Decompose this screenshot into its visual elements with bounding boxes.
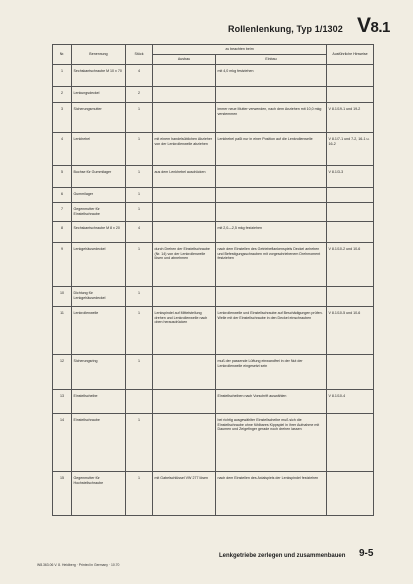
row-details: V 8.1/10-2 und 10-6 bbox=[327, 243, 374, 287]
row-qty: 1 bbox=[126, 203, 153, 222]
row-install: nach dem Einstellen des Axialspiels der Lenkspindel festziehen bbox=[216, 472, 327, 516]
row-install: Lenkrollenwelle und Einstellschraube auf Beschädigungen prüfen. Welle mit der Einstellschraube in den Deckel einschrauben bbox=[216, 307, 327, 355]
row-remove: aus dem Lenkhebel ausdrücken bbox=[153, 166, 216, 188]
table-row bbox=[53, 133, 374, 166]
row-name: Buchse für Gummilager bbox=[72, 166, 126, 188]
row-qty: 1 bbox=[126, 472, 153, 516]
row-name: Gegenmutter für Einstellschraube bbox=[72, 203, 126, 222]
row-qty: 1 bbox=[126, 414, 153, 472]
row-details: V 8.1/19-1 und 19-2 bbox=[327, 103, 374, 133]
row-details bbox=[327, 222, 374, 243]
row-nr: 9 bbox=[53, 243, 72, 287]
row-install bbox=[216, 287, 327, 307]
row-install: muß der passende Lüftung einwandfrei in der Nut der Lenkrollenwelle eingesetzt sein bbox=[216, 355, 327, 390]
row-install: bei richtig ausgewählter Einstellscheibe muß sich die Einstellschraube ohne fühlbares Kippspiel in ihrer Aufnahme mit Daumen und Zeigefinger gerade noch drehen lassen bbox=[216, 414, 327, 472]
row-install: mit 2,0—2,5 mkg festziehen bbox=[216, 222, 327, 243]
table-row bbox=[53, 166, 374, 188]
row-install: nach dem Einstellen des Getriebeflankenspiels Deckel anheben und Befestigungsschrauben mit vorgeschriebenem Drehmoment festziehen bbox=[216, 243, 327, 287]
row-name: Sechskantschraube M 8 x 20 bbox=[72, 222, 126, 243]
row-nr: 8 bbox=[53, 222, 72, 243]
row-details: V 8.1/10-5 und 10-6 bbox=[327, 307, 374, 355]
row-details: V 8.1/10-4 bbox=[327, 390, 374, 414]
row-nr: 4 bbox=[53, 133, 72, 166]
row-install bbox=[216, 188, 327, 203]
row-qty: 1 bbox=[126, 166, 153, 188]
table-row bbox=[53, 103, 374, 133]
row-name: Sicherungsmutter bbox=[72, 103, 126, 133]
row-details bbox=[327, 355, 374, 390]
table-row bbox=[53, 355, 374, 390]
row-name: Dichtung für Lenkgehäusedeckel bbox=[72, 287, 126, 307]
row-nr: 10 bbox=[53, 287, 72, 307]
col-qty: Stück bbox=[126, 45, 153, 65]
row-qty bbox=[126, 390, 153, 414]
row-details bbox=[327, 65, 374, 87]
table-row bbox=[53, 243, 374, 287]
row-remove bbox=[153, 222, 216, 243]
row-qty: 4 bbox=[126, 222, 153, 243]
footer-heading: Lenkgetriebe zerlegen und zusammenbauen bbox=[219, 553, 346, 559]
row-remove bbox=[153, 188, 216, 203]
row-details: V 8.1/3-3 bbox=[327, 166, 374, 188]
row-name: Lenkgehäusedeckel bbox=[72, 243, 126, 287]
row-details bbox=[327, 203, 374, 222]
row-remove: mit einem handelsüblichen Abzieher von der Lenkrollenwelle abziehen bbox=[153, 133, 216, 166]
row-install bbox=[216, 166, 327, 188]
row-nr: 11 bbox=[53, 307, 72, 355]
section-badge bbox=[357, 14, 390, 38]
row-nr: 15 bbox=[53, 472, 72, 516]
row-name: Gummilager bbox=[72, 188, 126, 203]
row-nr: 14 bbox=[53, 414, 72, 472]
row-install: Lenkhebel paßt nur in einer Position auf die Lenkrollenwelle bbox=[216, 133, 327, 166]
table-row bbox=[53, 87, 374, 103]
row-install: immer neue Mutter verwenden, nach dem Anziehen mit 10,0 mkg verstemmen bbox=[216, 103, 327, 133]
table-row bbox=[53, 307, 374, 355]
row-qty: 1 bbox=[126, 133, 153, 166]
row-nr: 3 bbox=[53, 103, 72, 133]
row-qty: 1 bbox=[126, 355, 153, 390]
row-details bbox=[327, 87, 374, 103]
row-qty: 1 bbox=[126, 307, 153, 355]
row-install bbox=[216, 203, 327, 222]
col-name: Benennung bbox=[72, 45, 126, 65]
table-row bbox=[53, 287, 374, 307]
page-number: 9-5 bbox=[359, 548, 374, 559]
row-name: Einstellschraube bbox=[72, 414, 126, 472]
col-install: Einbau bbox=[216, 55, 327, 65]
row-install: mit 4,0 mkg festziehen bbox=[216, 65, 327, 87]
row-qty: 1 bbox=[126, 287, 153, 307]
badge-main: V bbox=[357, 14, 371, 37]
table-row bbox=[53, 203, 374, 222]
table-row bbox=[53, 390, 374, 414]
row-qty: 1 bbox=[126, 243, 153, 287]
row-nr: 5 bbox=[53, 166, 72, 188]
parts-table bbox=[52, 44, 374, 516]
row-remove: mit Gabelschlüssel VW 277 lösen bbox=[153, 472, 216, 516]
row-name: Gegenmutter für Hochstellschraube bbox=[72, 472, 126, 516]
row-qty: 1 bbox=[126, 103, 153, 133]
table-row bbox=[53, 472, 374, 516]
row-nr: 1 bbox=[53, 65, 72, 87]
col-details: Ausführliche Hinweise bbox=[327, 45, 374, 65]
row-qty: 1 bbox=[126, 188, 153, 203]
row-nr: 6 bbox=[53, 188, 72, 203]
row-name: Sicherungsring bbox=[72, 355, 126, 390]
row-remove bbox=[153, 103, 216, 133]
row-install bbox=[216, 87, 327, 103]
col-note-group: zu beachten beim bbox=[153, 45, 327, 55]
row-details bbox=[327, 414, 374, 472]
row-qty: 4 bbox=[126, 65, 153, 87]
table-row bbox=[53, 222, 374, 243]
row-remove bbox=[153, 203, 216, 222]
row-name: Einstellscheibe bbox=[72, 390, 126, 414]
row-name: Sechskantschraube M 10 x 70 bbox=[72, 65, 126, 87]
row-nr: 7 bbox=[53, 203, 72, 222]
row-remove bbox=[153, 287, 216, 307]
row-nr: 12 bbox=[53, 355, 72, 390]
row-remove bbox=[153, 87, 216, 103]
page-title: Rollenlenkung, Typ 1/1302 bbox=[228, 24, 343, 34]
row-nr: 13 bbox=[53, 390, 72, 414]
row-remove: Lenkspindel auf Mittelstellung drehen und Lenkrollenwelle nach oben herausdrücken bbox=[153, 307, 216, 355]
row-qty: 2 bbox=[126, 87, 153, 103]
row-details bbox=[327, 472, 374, 516]
imprint: W8.363.06 V. 8. Heidberg · Printed in Germany · 10.70 bbox=[37, 563, 120, 567]
table-row bbox=[53, 65, 374, 87]
row-details bbox=[327, 188, 374, 203]
row-remove bbox=[153, 355, 216, 390]
col-remove: Ausbau bbox=[153, 55, 216, 65]
row-install: Einstellscheiben nach Vorschrift auswählen bbox=[216, 390, 327, 414]
row-remove: durch Drehen der Einstellschraube (Nr. 14) von der Lenkrollenwelle lösen und abnehmen bbox=[153, 243, 216, 287]
row-name: Lenkungsdeckel bbox=[72, 87, 126, 103]
row-details: V 8.1/7-1 und 7-2, 16-1 u. 16-2 bbox=[327, 133, 374, 166]
row-nr: 2 bbox=[53, 87, 72, 103]
badge-sub: 8.1 bbox=[370, 19, 390, 36]
row-name: Lenkrollenwelle bbox=[72, 307, 126, 355]
row-remove bbox=[153, 390, 216, 414]
row-details bbox=[327, 287, 374, 307]
table-row bbox=[53, 188, 374, 203]
col-nr: Nr. bbox=[53, 45, 72, 65]
row-name: Lenkhebel bbox=[72, 133, 126, 166]
row-remove bbox=[153, 414, 216, 472]
row-remove bbox=[153, 65, 216, 87]
table-row bbox=[53, 414, 374, 472]
